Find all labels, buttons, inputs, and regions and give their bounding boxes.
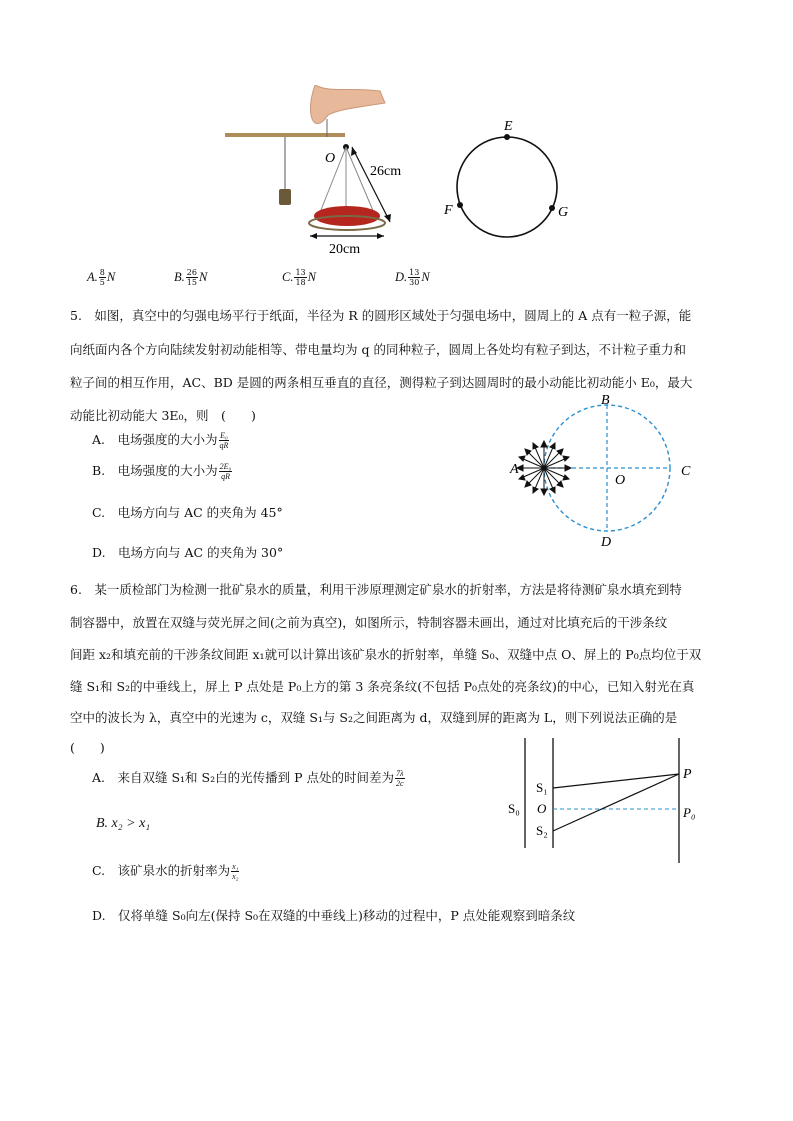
q5-option-d: D. 电场方向与 AC 的夹角为 30°	[92, 545, 284, 560]
q5-option-a: A. 电场强度的大小为 $\frac{\text{E₀}}{qR}$	[92, 431, 229, 450]
q6-double-slit-figure	[505, 738, 705, 868]
point-F	[457, 202, 463, 208]
q6-stem-line-4: 缝 S₁和 S₂的中垂线上，屏上 P 点处是 P₀上方的第 3 条亮条纹(不包括 P₀点处的亮条纹)的中心，已知入射光在真	[70, 679, 695, 694]
q4-option-b: B. $\frac{26}{15}$ N	[174, 268, 208, 287]
circle	[457, 137, 557, 237]
point-G	[549, 205, 555, 211]
point-E	[504, 134, 510, 140]
q6-option-c: C. 该矿泉水的折射率为 $\frac{\text{x₁}}{\text{x₂}}$	[92, 862, 239, 881]
balance-figure	[220, 85, 420, 260]
q6-option-b: B. x₂ > x₁	[96, 816, 151, 831]
q6-stem-line-2: 制容器中，放置在双缝与荧光屏之间(之前为真空)，如图所示，特制容器未画出，通过对比填充后的干涉条纹	[70, 615, 668, 630]
q6-option-a: A. 来自双缝 S₁和 S₂白的光传播到 P 点处的时间差为 $\frac{7\lambda}{2c}$	[92, 769, 404, 788]
q5-stem-line-1: 5. 如图，真空中的匀强电场平行于纸面，半径为 R 的圆形区域处于匀强电场中，圆周上的 A 点有一粒子源，能	[70, 308, 692, 323]
label-length: 26cm	[370, 164, 402, 179]
label-A: A	[510, 462, 519, 477]
q6-stem-line-1: 6. 某一质检部门为检测一批矿泉水的质量，利用干涉原理测定矿泉水的折射率，方法是将待测矿泉水填充到特	[70, 582, 682, 597]
label-D: D	[601, 535, 612, 550]
circle-efg-figure	[440, 110, 590, 250]
q4-option-a: A. $\frac{8}{5}$ N	[87, 268, 116, 287]
label-S0: S₀	[508, 801, 520, 816]
label-O: O	[325, 151, 336, 166]
label-width: 20cm	[329, 242, 361, 257]
ray-s2-p	[553, 774, 679, 831]
label-P: P	[683, 767, 692, 782]
q5-stem-line-3: 粒子间的相互作用，AC、BD 是圆的两条相互垂直的直径，测得粒子到达圆周时的最小动能比初动能小 E₀，最大	[70, 375, 693, 390]
label-F: F	[444, 203, 453, 218]
label-G: G	[558, 205, 569, 220]
hand-image	[310, 85, 385, 124]
q5-stem-line-2: 向纸面内各个方向陆续发射初动能相等、带电量均为 q 的同种粒子，圆周上各处均有粒子到达，不计粒子重力和	[70, 342, 686, 357]
label-E: E	[504, 119, 513, 134]
particle-source-arrows	[517, 441, 571, 495]
weight-image	[279, 189, 291, 205]
label-S1: S₁	[536, 780, 548, 795]
q5-stem-line-4: 动能比初动能大 3E₀，则 ( )	[70, 408, 256, 423]
label-O: O	[537, 801, 547, 816]
ray-s1-p	[553, 774, 679, 788]
q6-stem-line-5: 空中的波长为 λ，真空中的光速为 c，双缝 S₁与 S₂之间距离为 d，双缝到屏的距离为 L，则下列说法正确的是	[70, 710, 678, 725]
q6-option-d: D. 仅将单缝 S₀向左(保持 S₀在双缝的中垂线上)移动的过程中，P 点处能观察到暗条纹	[92, 908, 576, 923]
q5-option-c: C. 电场方向与 AC 的夹角为 45°	[92, 505, 283, 520]
q4-option-d: D. $\frac{13}{30}$ N	[395, 268, 430, 287]
q4-option-c: C. $\frac{13}{18}$ N	[282, 268, 316, 287]
q6-stem-line-6: ( )	[70, 740, 105, 755]
label-B: B	[601, 393, 610, 408]
label-O: O	[615, 473, 626, 488]
q5-field-circle-figure	[505, 388, 705, 553]
label-P0: P₀	[683, 805, 696, 820]
label-C: C	[681, 464, 691, 479]
label-S2: S₂	[536, 823, 548, 838]
q5-option-b: B. 电场强度的大小为 $\frac{\text{2E₀}}{qR}$	[92, 462, 232, 481]
q6-stem-line-3: 间距 x₂和填充前的干涉条纹间距 x₁就可以计算出该矿泉水的折射率，单缝 S₀、双缝中点 O、屏上的 P₀点均位于双	[70, 647, 702, 662]
